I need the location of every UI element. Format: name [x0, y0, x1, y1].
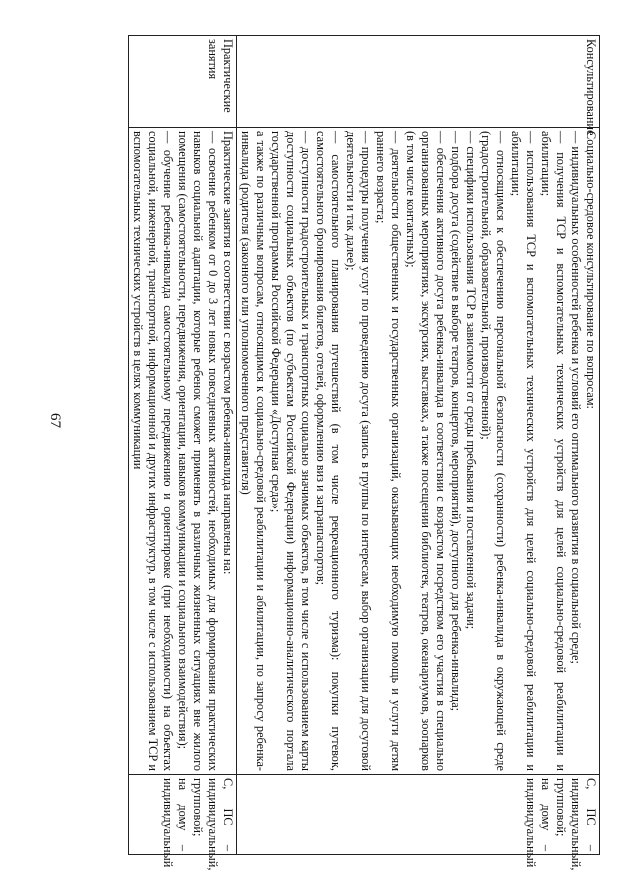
content-line: — доступности градостроительных и транспортных социально значимых объектов, в том числе с использованием карты доступности социальных объектов (по субъектам Российской Федерации) информационно-аналитического портала государственной программы Российской Федерации «Доступная среда»;: [269, 131, 313, 771]
content-line: — использования ТСР и вспомогательных технических устройств для целей социально-средовой реабилитации и абилитации;: [509, 131, 538, 771]
service-type-cell: [129, 36, 237, 128]
service-form: С, ПС – индивидуальный, групповой; на дому – индивидуальный: [524, 778, 598, 871]
content-line: — самостоятельного планирования путешествий (в том числе рекреационного туризма): покупки путевок, самостоятельного бронирования билетов, отелей, оформлению виз и загранпаспортов;: [314, 131, 343, 771]
content-line: а также по различным вопросам, относящимся к социально-средовой реабилитации и абилитации, по запросу ребенка-инвалида (родителя (законного или уполномоченного представителя): [239, 131, 268, 771]
service-type: Консультирование: [584, 39, 598, 136]
service-form-cell: [237, 775, 600, 871]
content-line: — относящимся к обеспечению персональной безопасности (сохранности) ребенка-инвалида в окружающей среде (градостроительной, образовательной, производственной);: [479, 131, 508, 771]
content-line: — обучение ребенка-инвалида самостоятельному передвижению и ориентировке (при необходимости) на объектах социальной, инженерной, транспортной, информационной и других инфраструктур, в том числе с использованием ТСР и вспомогательных технических устройств в целях коммуникации: [131, 131, 175, 771]
content-line: — получения ТСР и вспомогательных технических устройств для целей социально-средовой реабилитации и абилитации;: [539, 131, 568, 771]
content-line: — индивидуальных особенностей ребенка и условий его оптимального развития в социальной среде;: [569, 131, 583, 664]
rehabilitation-table-sheet: [70, 35, 600, 871]
service-form-cell: [129, 775, 237, 871]
table-row: [129, 36, 237, 855]
content-line: — подбора досуга (содействие в выборе театров, концертов, мероприятий), доступного для ребенка-инвалида;: [449, 131, 463, 712]
page-number: 67: [47, 413, 63, 428]
content-line: — освоение ребенком от 0 до 3 лет новых повседневных активностей, необходимых для формирования практических навыков социальной адаптации, которые ребенок сможет применять в различных жизненных ситуациях вне жилого помещения (самостоятельности, передвижения, ориентации, навыков коммуникации и социального взаимодействия);: [176, 131, 220, 771]
content-line: — процедуры получения услуг по проведению досуга (запись в группы по интересам, выбор организации для досуговой деятельности и так далее);: [344, 131, 373, 771]
service-content-cell: [237, 128, 600, 775]
service-form: С, ПС – индивидуальный, групповой; на дому – индивидуальный: [161, 778, 235, 871]
service-type-cell: [237, 36, 600, 136]
table-row: [237, 36, 600, 855]
content-line: — обеспечения активного досуга ребенка-инвалида в соответствии с возрастом посредством его участия в специально организованных мероприятиях, экскурсиях, выставках, а также посещении библиотек, театров, океанариумов, зоопарков (в том числе контактных);: [404, 131, 448, 771]
content-line: Социально-средовое консультирование по вопросам:: [584, 131, 598, 409]
content-line: — деятельности общественных и государственных организаций, оказывающих необходимую помощь и услуги детям раннего возраста;: [374, 131, 403, 771]
service-content-cell: [129, 128, 237, 775]
services-table: [128, 35, 600, 871]
content-line: — специфики использования ТСР в зависимости от среды пребывания и поставленной задачи;: [464, 131, 478, 630]
service-type: Практические занятия: [206, 39, 235, 113]
content-line: Практические занятия в соответствии с возрастом ребенка-инвалида направлены на:: [221, 131, 235, 575]
